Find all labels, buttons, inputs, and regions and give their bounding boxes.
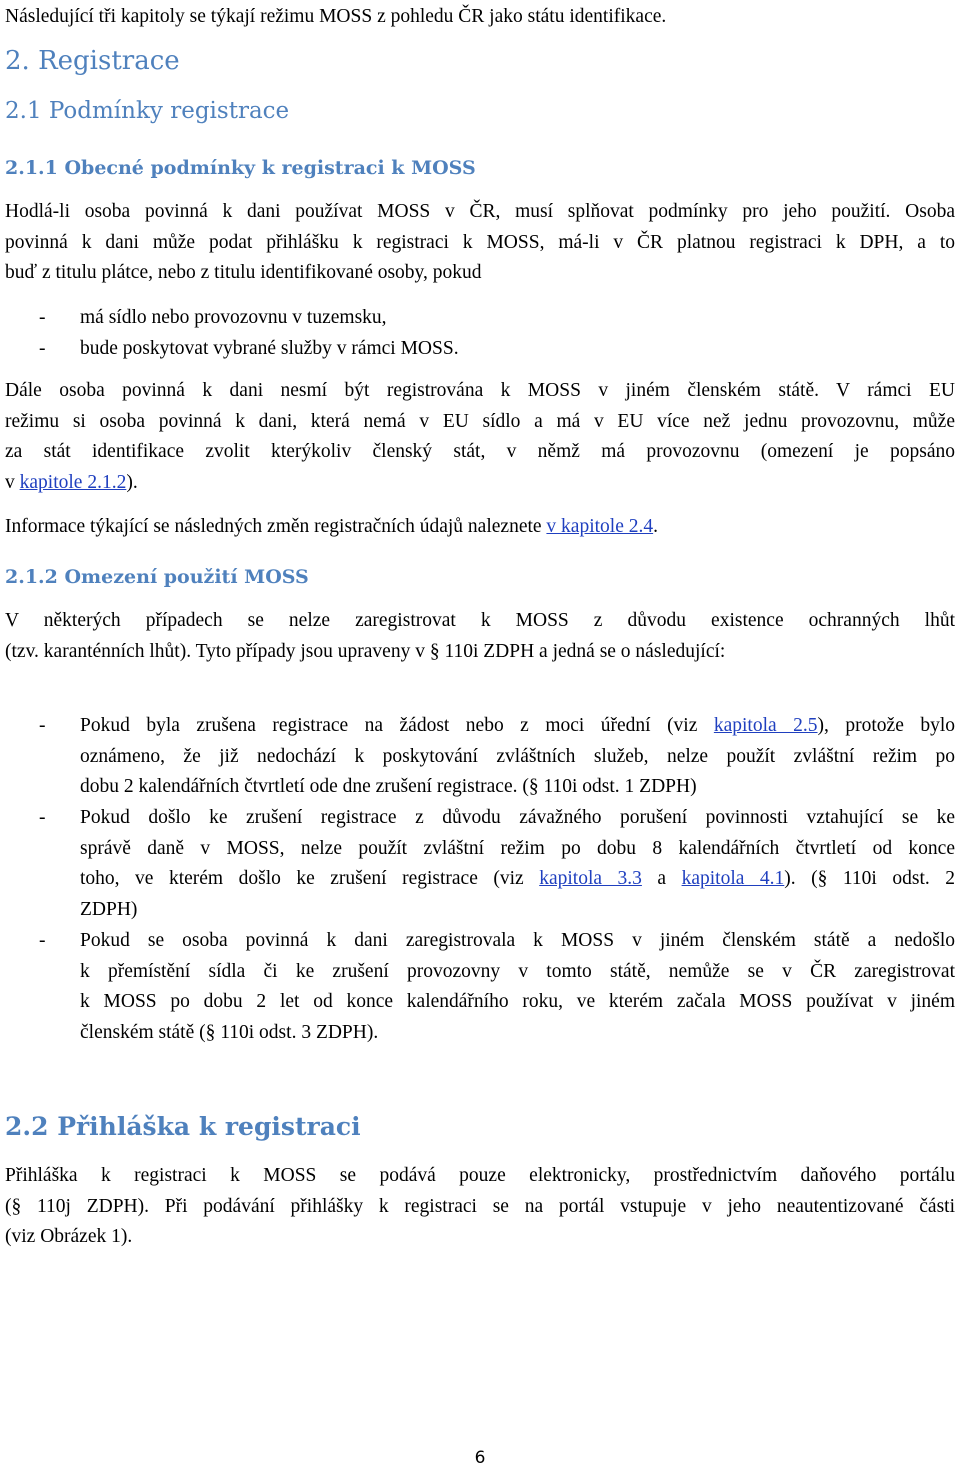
paragraph-line: v kapitole 2.1.2). — [5, 471, 138, 493]
dash-bullet: - — [39, 307, 46, 328]
heading-2-2: 2.2 Přihláška k registraci — [5, 1112, 361, 1141]
link-kapitola-2-5[interactable]: kapitola 2.5 — [713, 715, 818, 736]
paragraph-line: za stát identifikace zvolit kterýkoliv členský stát, v němž má provozovnu (omezení je popsáno — [5, 441, 955, 462]
paragraph-member-state — [5, 376, 955, 498]
link-kapitole-2-1-2[interactable]: kapitole 2.1.2 — [19, 471, 127, 493]
link-kapitola-3-3[interactable]: kapitola 3.3 — [539, 868, 642, 889]
dash-bullet: - — [39, 930, 46, 951]
heading-2-1: 2.1 Podmínky registrace — [5, 98, 290, 124]
paragraph-restrictions — [5, 606, 955, 667]
list-item-text: Pokud došlo ke zrušení registrace z důvodu závažného porušení povinnosti vztahující se ke správě daně v MOSS, nelze použít zvláštní režim po dobu 8 kalendářních čtvrtletí od konce toho, ve kterém došlo ke zrušení registrace (viz kapitola 3.3 a kapitola 4.1). (§ 110i odst. 2 ZDPH) — [80, 807, 955, 920]
list-item — [5, 711, 955, 806]
paragraph-line: (tzv. karanténních lhůt). Tyto případy jsou upraveny v § 110i ZDPH a jedná se o následující: — [5, 640, 726, 662]
paragraph-line: Hodlá-li osoba povinná k dani používat MOSS v ČR, musí splňovat podmínky pro jeho použití. Osoba — [5, 201, 955, 222]
dash-bullet: - — [39, 338, 46, 359]
intro-text: Následující tři kapitoly se týkají režimu MOSS z pohledu ČR jako státu identifikace. — [5, 6, 667, 27]
paragraph-line: V některých případech se nelze zaregistrovat k MOSS z důvodu existence ochranných lhůt — [5, 610, 955, 631]
list-item-text: má sídlo nebo provozovnu v tuzemsku, — [80, 307, 387, 328]
heading-2: 2. Registrace — [5, 46, 180, 76]
paragraph-changes: Informace týkající se následných změn registračních údajů naleznete v kapitole 2.4. — [5, 516, 658, 537]
list-item-text: bude poskytovat vybrané služby v rámci MOSS. — [80, 338, 459, 359]
list-item-text: Pokud se osoba povinná k dani zaregistrovala k MOSS v jiném členském státě a nedošlo k přemístění sídla či ke zrušení provozovny v tomto státě, nemůže se v ČR zaregistrovat k MOSS po dobu 2 let od konce kalendářního roku, ve kterém začala MOSS používat v jiném členském státě (§ 110i odst. 3 ZDPH). — [80, 930, 955, 1043]
paragraph-line: buď z titulu plátce, nebo z titulu identifikované osoby, pokud — [5, 262, 482, 283]
link-kapitole-2-4[interactable]: v kapitole 2.4 — [546, 516, 654, 537]
paragraph-line: povinná k dani může podat přihlášku k registraci k MOSS, má-li v ČR platnou registraci k DPH, a to — [5, 231, 955, 253]
paragraph-line: režimu si osoba povinná k dani, která nemá v EU sídlo a má v EU více než jednu provozovnu, může — [5, 410, 955, 432]
list-item — [5, 803, 955, 927]
dash-bullet: - — [39, 715, 46, 736]
paragraph-line: Dále osoba povinná k dani nesmí být registrována k MOSS v jiném členském státě. V rámci EU — [5, 380, 955, 401]
heading-2-1-1: 2.1.1 Obecné podmínky k registraci k MOSS — [5, 157, 476, 179]
dash-bullet: - — [39, 807, 46, 828]
paragraph-registration-conditions — [5, 197, 955, 289]
paragraph-line: Přihláška k registraci k MOSS se podává pouze elektronicky, prostřednictvím daňového portálu — [5, 1165, 955, 1186]
page-number: 6 — [474, 1448, 486, 1468]
heading-2-1-2: 2.1.2 Omezení použití MOSS — [5, 566, 309, 588]
link-kapitola-4-1[interactable]: kapitola 4.1 — [681, 868, 785, 889]
list-item — [5, 926, 955, 1050]
list-item-text: Pokud byla zrušena registrace na žádost nebo z moci úřední (viz kapitola 2.5), protože bylo oznámeno, že již nedochází k poskytování zvláštních služeb, nelze použít zvláštní režim po dobu 2 kalendářních čtvrtletí ode dne zrušení registrace. (§ 110i odst. 1 ZDPH) — [80, 715, 955, 797]
paragraph-line: (viz Obrázek 1). — [5, 1226, 133, 1247]
paragraph-application — [5, 1161, 955, 1253]
paragraph-line: (§ 110j ZDPH). Při podávání přihlášky k registraci se na portál vstupuje v jeho neautentizované části — [5, 1195, 955, 1217]
